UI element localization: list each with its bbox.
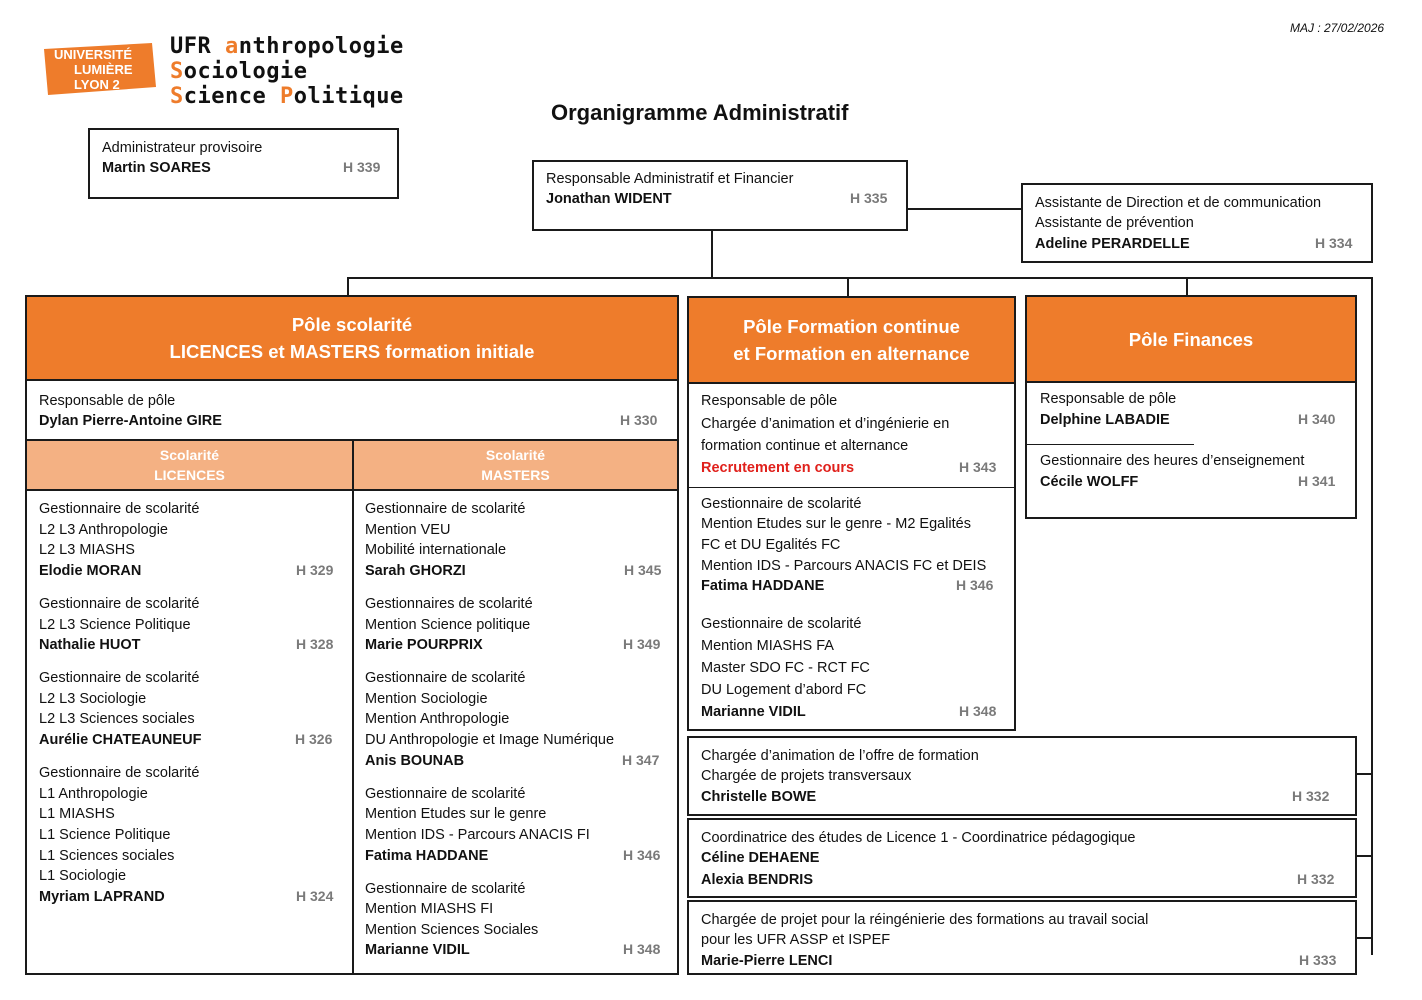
entry-line: Mention VEU <box>365 522 451 538</box>
entry-line: Mention Etudes sur le genre <box>365 806 547 822</box>
entry-line: Mention MIASHS FI <box>365 901 494 917</box>
connector-raf-assistant <box>906 208 1022 210</box>
admin-role: Administrateur provisoire <box>102 140 263 156</box>
formation-g2-line: Gestionnaire de scolarité <box>701 616 862 632</box>
scolarite-resp-role: Responsable de pôle <box>39 393 176 409</box>
formation-resp-line: Chargée d’animation et d’ingénierie en <box>701 416 950 432</box>
entry-room: H 328 <box>296 636 334 652</box>
formation-resp-status: Recrutement en cours <box>701 460 855 476</box>
formation-g1-name: Fatima HADDANE <box>701 578 825 594</box>
logo-line-3: LYON 2 <box>74 77 120 92</box>
entry-line: Gestionnaires de scolarité <box>365 596 533 612</box>
finances-resp-name: Delphine LABADIE <box>1040 412 1170 428</box>
entry-name: Anis BOUNAB <box>365 753 465 769</box>
entry-room: H 347 <box>622 752 660 768</box>
entry-line: Mention Sociologie <box>365 691 488 707</box>
entry-line: L1 Anthropologie <box>39 786 148 802</box>
entry-line: Gestionnaire de scolarité <box>365 786 526 802</box>
assistant-room: H 334 <box>1315 235 1353 251</box>
entry-line: Mention IDS - Parcours ANACIS FI <box>365 827 590 843</box>
scolarite-column-divider <box>352 439 354 973</box>
formation-g1-room: H 346 <box>956 577 994 593</box>
finances-g-room: H 341 <box>1298 473 1336 489</box>
pole-scolarite-header <box>27 297 677 381</box>
entry-room: H 345 <box>624 562 662 578</box>
connector-finances <box>1186 277 1188 296</box>
pole-scolarite-title-2: LICENCES et MASTERS formation initiale <box>169 341 535 362</box>
licences-header <box>27 441 352 489</box>
pole-formation-title-1: Pôle Formation continue <box>743 316 960 337</box>
scolarite-resp-room: H 330 <box>620 412 658 428</box>
entry-line: L1 Sociologie <box>39 868 127 884</box>
entry-name: Marianne VIDIL <box>365 942 470 958</box>
entry-name: Sarah GHORZI <box>365 563 466 579</box>
entry-line: Gestionnaire de scolarité <box>39 765 200 781</box>
entry-room: H 329 <box>296 562 334 578</box>
formation-resp-line: formation continue et alternance <box>701 438 909 454</box>
transversal-role-1: Chargée d’animation de l’offre de formation <box>701 748 979 764</box>
masters-header-line-1: Scolarité <box>485 447 546 463</box>
pole-finances-header <box>1027 297 1355 383</box>
raf-box <box>532 160 908 231</box>
coord-room: H 332 <box>1297 871 1335 887</box>
coordination-box <box>687 818 1357 898</box>
entry-line: Gestionnaire de scolarité <box>39 670 200 686</box>
entry-line: Gestionnaire de scolarité <box>365 501 526 517</box>
entry-line: L2 L3 Sociologie <box>39 691 147 707</box>
formation-g1-line: Mention Etudes sur le genre - M2 Egalités <box>701 516 971 532</box>
connector-reing <box>1356 937 1372 939</box>
formation-g1-line: FC et DU Egalités FC <box>701 537 841 553</box>
entry-name: Marie POURPRIX <box>365 637 483 653</box>
entry-name: Aurélie CHATEAUNEUF <box>39 732 202 748</box>
connector-formation <box>847 277 849 297</box>
assistant-role-1: Assistante de Direction et de communication <box>1035 195 1322 211</box>
ufr-title-line-1: UFR anthropologie <box>170 34 404 59</box>
entry-line: Mention Science politique <box>365 617 531 633</box>
pole-finances-box <box>1025 295 1357 519</box>
reing-role-1: Chargée de projet pour la réingénierie des formations au travail social <box>701 912 1149 928</box>
finances-divider <box>1027 444 1194 445</box>
admin-box <box>88 128 399 199</box>
formation-g1-line: Gestionnaire de scolarité <box>701 496 862 512</box>
licences-header-line-2: LICENCES <box>154 467 225 483</box>
entry-room: H 346 <box>623 847 661 863</box>
connector-coord <box>1356 855 1372 857</box>
reing-room: H 333 <box>1299 952 1337 968</box>
connector-raf-down <box>711 229 713 278</box>
entry-name: Myriam LAPRAND <box>39 889 165 905</box>
logo-line-1: UNIVERSITÉ <box>54 47 133 62</box>
entry-room: H 349 <box>623 636 661 652</box>
entry-line: Mention Sciences Sociales <box>365 922 539 938</box>
entry-line: L1 MIASHS <box>39 806 115 822</box>
university-logo <box>44 43 156 95</box>
pole-formation-header <box>689 298 1014 384</box>
entry-room: H 348 <box>623 941 661 957</box>
transversal-role-2: Chargée de projets transversaux <box>701 768 912 784</box>
entry-name: Nathalie HUOT <box>39 637 141 653</box>
finances-g-role: Gestionnaire des heures d’enseignement <box>1040 453 1305 469</box>
page-title: Organigramme Administratif <box>551 100 849 125</box>
entry-room: H 324 <box>296 888 334 904</box>
update-date: MAJ : 27/02/2026 <box>1290 21 1385 35</box>
ufr-title-line-3: Science Politique <box>170 84 404 109</box>
formation-g2-line: DU Logement d’abord FC <box>701 682 867 698</box>
entry-line: Mention Anthropologie <box>365 711 510 727</box>
coord-name-1: Céline DEHAENE <box>701 850 820 866</box>
pole-formation-box <box>687 296 1016 731</box>
coord-name-2: Alexia BENDRIS <box>701 872 814 888</box>
entry-line: Gestionnaire de scolarité <box>365 670 526 686</box>
transversal-box <box>687 736 1357 816</box>
scolarite-resp-name: Dylan Pierre-Antoine GIRE <box>39 413 222 429</box>
connector-transversal <box>1356 773 1372 775</box>
entry-name: Elodie MORAN <box>39 563 142 579</box>
formation-g2-line: Mention MIASHS FA <box>701 638 834 654</box>
finances-g-name: Cécile WOLFF <box>1040 474 1139 490</box>
entry-line: L2 L3 Anthropologie <box>39 522 168 538</box>
connector-scolarite <box>347 277 349 296</box>
raf-room: H 335 <box>850 190 888 206</box>
entry-line: L2 L3 Science Politique <box>39 617 191 633</box>
entry-line: L2 L3 MIASHS <box>39 542 135 558</box>
reingenierie-box <box>687 900 1357 975</box>
formation-g2-line: Master SDO FC - RCT FC <box>701 660 870 676</box>
pole-finances-title: Pôle Finances <box>1128 328 1254 350</box>
raf-name: Jonathan WIDENT <box>546 191 672 207</box>
masters-header-line-2: MASTERS <box>481 467 550 483</box>
licences-header-line-1: Scolarité <box>159 447 220 463</box>
entry-line: L1 Science Politique <box>39 827 171 843</box>
formation-g2-name: Marianne VIDIL <box>701 704 806 720</box>
entry-line: Gestionnaire de scolarité <box>365 881 526 897</box>
formation-resp-line: Responsable de pôle <box>701 393 838 409</box>
entry-line: Gestionnaire de scolarité <box>39 501 200 517</box>
formation-divider <box>689 487 1014 488</box>
assistant-role-2: Assistante de prévention <box>1035 215 1194 231</box>
assistant-box <box>1021 183 1373 263</box>
formation-g1-line: Mention IDS - Parcours ANACIS FC et DEIS <box>701 558 987 574</box>
masters-header <box>354 441 677 489</box>
assistant-name: Adeline PERARDELLE <box>1035 236 1190 252</box>
logo-line-2: LUMIÈRE <box>74 62 133 77</box>
entry-line: Gestionnaire de scolarité <box>39 596 200 612</box>
finances-resp-role: Responsable de pôle <box>1040 391 1177 407</box>
entry-name: Fatima HADDANE <box>365 848 489 864</box>
raf-role: Responsable Administratif et Financier <box>546 171 794 187</box>
formation-g2-room: H 348 <box>959 703 997 719</box>
reing-role-2: pour les UFR ASSP et ISPEF <box>701 932 891 948</box>
reing-name: Marie-Pierre LENCI <box>701 953 833 969</box>
connector-horizontal <box>347 277 1373 279</box>
admin-name: Martin SOARES <box>102 160 211 176</box>
entry-line: L2 L3 Sciences sociales <box>39 711 195 727</box>
pole-scolarite-title-1: Pôle scolarité <box>291 314 413 335</box>
pole-formation-title-2: et Formation en alternance <box>733 343 970 364</box>
entry-line: L1 Sciences sociales <box>39 848 175 864</box>
ufr-title-line-2: Sociologie <box>170 59 308 84</box>
connector-right-vertical <box>1371 277 1373 955</box>
entry-room: H 326 <box>295 731 333 747</box>
admin-room: H 339 <box>343 159 381 175</box>
finances-resp-room: H 340 <box>1298 411 1336 427</box>
transversal-name: Christelle BOWE <box>701 789 817 805</box>
transversal-room: H 332 <box>1292 788 1330 804</box>
entry-line: DU Anthropologie et Image Numérique <box>365 732 615 748</box>
entry-line: Mobilité internationale <box>365 542 507 558</box>
pole-scolarite-box <box>25 295 679 975</box>
coord-role: Coordinatrice des études de Licence 1 - Coordinatrice pédagogique <box>701 830 1136 846</box>
formation-resp-room: H 343 <box>959 459 997 475</box>
